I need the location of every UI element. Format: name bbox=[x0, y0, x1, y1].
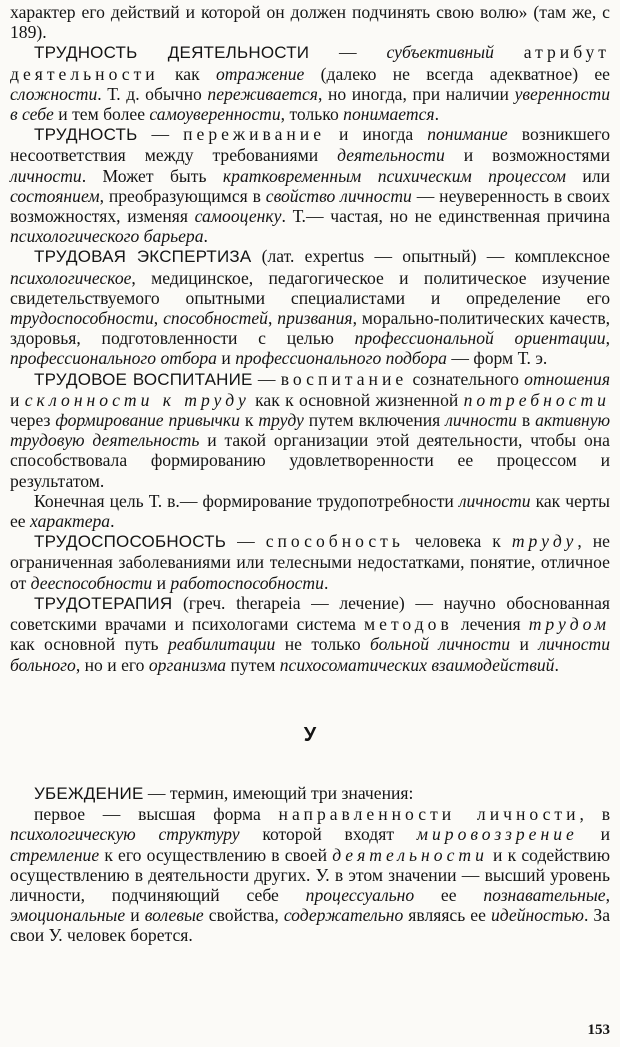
text-run: — bbox=[309, 42, 387, 63]
text-run: и возможностями bbox=[444, 145, 610, 166]
text-run: , морально-политических качеств, здоровья, подготовленности с целью bbox=[10, 308, 611, 349]
text-run: как bbox=[158, 63, 216, 84]
text-run: . bbox=[203, 226, 208, 247]
italic-term: труду bbox=[258, 410, 304, 431]
text-run: к его осуществлению в своей bbox=[99, 844, 333, 865]
spaced-term: склонности к труду bbox=[24, 389, 250, 410]
spaced-term: способность bbox=[265, 531, 404, 552]
headword: УБЕЖДЕНИЕ bbox=[34, 783, 144, 803]
entries-t-section bbox=[10, 2, 610, 675]
italic-term: субъективный bbox=[386, 42, 494, 63]
italic-term: призвания bbox=[277, 308, 353, 329]
text-run: к bbox=[239, 410, 259, 431]
headword: ТРУДОТЕРАПИЯ bbox=[34, 593, 173, 613]
text-run: , но и его bbox=[75, 654, 149, 675]
text-run: лечения bbox=[452, 614, 529, 635]
italic-term: процессуально bbox=[305, 884, 415, 905]
text-run: — bbox=[137, 124, 184, 145]
text-run: как основной путь bbox=[10, 634, 168, 655]
spaced-term: переживание bbox=[183, 124, 326, 145]
italic-term: самооценку bbox=[194, 206, 282, 227]
text-run: в bbox=[516, 410, 536, 431]
text-run: путем включения bbox=[303, 410, 446, 431]
text-run: и bbox=[510, 634, 539, 655]
text-run: и bbox=[152, 572, 171, 593]
spaced-term: методов bbox=[364, 614, 453, 635]
italic-term: идейностью bbox=[490, 905, 584, 926]
text-run: . bbox=[110, 511, 115, 532]
italic-term: стремление bbox=[10, 844, 100, 865]
italic-term: профессионального отбора bbox=[10, 348, 217, 369]
italic-term: психологическую структуру bbox=[10, 824, 240, 845]
text-run: и bbox=[577, 824, 610, 845]
dictionary-entry bbox=[10, 531, 610, 593]
page-number: 153 bbox=[587, 1022, 610, 1038]
italic-term: сложности bbox=[10, 83, 98, 104]
italic-term: волевые bbox=[144, 905, 204, 926]
italic-term: способностей bbox=[163, 308, 268, 329]
spaced-term: потребности bbox=[463, 389, 610, 410]
text-run: и к содействию осуществлению в деятельности других. У. в этом значении — высший уровень личности, подчиняющий себе bbox=[10, 844, 610, 905]
spaced-term: труду bbox=[511, 531, 578, 552]
dictionary-entry bbox=[10, 124, 610, 246]
italic-term: эмоциональные bbox=[10, 905, 126, 926]
dictionary-entry bbox=[10, 42, 610, 124]
italic-term: психологического барьера bbox=[10, 226, 204, 247]
dictionary-entry bbox=[10, 369, 610, 491]
italic-term: реабилитации bbox=[167, 634, 276, 655]
italic-term: деятельности bbox=[337, 145, 445, 166]
text-run: характер его действий и которой он должен подчинять свою волю» (там же, с 189). bbox=[10, 2, 610, 43]
text-run: , bbox=[153, 308, 164, 329]
dictionary-entry bbox=[10, 2, 610, 42]
text-run: не только bbox=[275, 634, 371, 655]
headword: ТРУДНОСТЬ bbox=[34, 125, 138, 145]
italic-term: содержательно bbox=[283, 905, 404, 926]
text-run: (далеко не всегда адекватное) ее bbox=[304, 63, 610, 84]
text-run: . Т. д. обычно bbox=[97, 83, 208, 104]
italic-term: кратковременным психическим процессом bbox=[222, 165, 566, 186]
headword: ТРУДОСПОСОБНОСТЬ bbox=[34, 532, 227, 552]
italic-term: понимается bbox=[343, 104, 435, 125]
text-run: свойства, bbox=[203, 905, 284, 926]
spaced-term: атрибут деятельности bbox=[10, 42, 610, 84]
text-run: как к основной жизненной bbox=[249, 389, 464, 410]
dictionary-entry bbox=[10, 783, 610, 804]
text-run: . bbox=[434, 104, 439, 125]
italic-term: работоспособности bbox=[170, 572, 324, 593]
text-run: через bbox=[10, 410, 56, 431]
dictionary-entry bbox=[10, 804, 610, 945]
text-run: , но иногда, при наличии bbox=[317, 83, 515, 104]
spaced-term: воспитание bbox=[280, 368, 408, 389]
italic-term: активную трудовую деятельность bbox=[10, 410, 610, 451]
text-run: и bbox=[125, 905, 145, 926]
text-run: . bbox=[554, 654, 559, 675]
headword: ТРУДНОСТЬ ДЕЯТЕЛЬНОСТИ bbox=[34, 43, 310, 63]
italic-term: профессиональной ориентации bbox=[354, 328, 606, 349]
text-run: , только bbox=[280, 104, 344, 125]
italic-term: профессионального подбора bbox=[235, 348, 447, 369]
text-run: являясь ее bbox=[403, 905, 491, 926]
spaced-term: мировоззрение bbox=[416, 824, 578, 845]
text-run: путем bbox=[226, 654, 280, 675]
italic-term: самоуверенности bbox=[149, 104, 281, 125]
italic-term: психосоматических взаимодействий bbox=[279, 654, 555, 675]
italic-term: больной личности bbox=[370, 634, 511, 655]
text-run: (лат. expertus — опытный) — комплексное bbox=[251, 246, 610, 267]
text-run: , bbox=[605, 884, 611, 905]
text-run: и тем более bbox=[53, 104, 150, 125]
entries-u-section bbox=[10, 783, 610, 946]
text-run: , bbox=[605, 328, 610, 349]
italic-term: отражение bbox=[215, 63, 305, 84]
headword: ТРУДОВАЯ ЭКСПЕРТИЗА bbox=[34, 247, 252, 267]
italic-term: познавательные bbox=[483, 884, 606, 905]
text-run: и bbox=[216, 348, 236, 369]
text-run: . Может быть bbox=[81, 165, 223, 186]
text-run: которой входят bbox=[239, 824, 417, 845]
spaced-term: трудом bbox=[528, 614, 610, 635]
italic-term: характера bbox=[30, 511, 111, 532]
text-run: Конечная цель Т. в.— формирование трудопотребности bbox=[34, 490, 459, 511]
text-run: как черты ее bbox=[10, 490, 610, 532]
text-run: . Т.— частая, но не единственная причина bbox=[281, 206, 611, 227]
text-run: , в bbox=[579, 804, 610, 825]
italic-term: личности bbox=[445, 410, 517, 431]
italic-term: формирование привычки bbox=[55, 410, 240, 431]
text-run: ее bbox=[414, 884, 484, 905]
text-run: и такой организации этой деятельности, чтобы она способствовала формированию удовлетворенности ее процессом и результатом. bbox=[10, 430, 610, 491]
italic-term: личности bbox=[10, 165, 82, 186]
text-run: человека к bbox=[403, 531, 512, 552]
text-run: , bbox=[267, 308, 278, 329]
text-run: и иногда bbox=[325, 124, 428, 145]
italic-term: личности больного bbox=[10, 634, 611, 675]
spaced-term: направленности личности bbox=[278, 804, 580, 825]
text-run bbox=[494, 42, 524, 62]
text-run: возникшего несоответствия между требованиями bbox=[10, 124, 610, 166]
text-run: сознательного bbox=[407, 368, 525, 389]
italic-term: дееспособности bbox=[30, 572, 153, 593]
text-run: — bbox=[252, 368, 281, 389]
text-run: (греч. therapeia — лечение) — научно обоснованная советскими врачами и психологами система bbox=[10, 592, 610, 635]
text-run: первое — высшая форма bbox=[34, 804, 279, 825]
headword: ТРУДОВОЕ ВОСПИТАНИЕ bbox=[34, 369, 253, 389]
text-run: , преобразующимся в bbox=[99, 185, 266, 206]
italic-term: отношения bbox=[524, 368, 610, 389]
text-run: . За свои У. человек борется. bbox=[10, 905, 611, 946]
text-run: и bbox=[10, 389, 25, 410]
text-run: — неуверенность в своих возможностях, изменяя bbox=[10, 185, 611, 227]
text-run: , медицинское, педагогическое и политическое изучение свидетельствуемого опытными специалистами и определение его bbox=[10, 267, 610, 308]
text-run: — термин, имеющий три значения: bbox=[143, 782, 414, 803]
text-run: . bbox=[323, 572, 329, 593]
italic-term: понимание bbox=[427, 124, 508, 145]
text-run: или bbox=[565, 165, 610, 186]
italic-term: состоянием bbox=[10, 185, 100, 206]
italic-term: трудоспособности bbox=[10, 308, 154, 329]
text-run: — bbox=[226, 531, 266, 552]
italic-term: личности bbox=[458, 490, 531, 511]
dictionary-entry bbox=[10, 491, 610, 531]
italic-term: свойство личности bbox=[265, 185, 412, 206]
italic-term: психологическое bbox=[10, 267, 132, 288]
italic-term: переживается bbox=[207, 83, 318, 104]
dictionary-entry bbox=[10, 593, 610, 675]
text-run: , не ограниченная заболеваниями или телесными недостатками, понятие, отличное от bbox=[10, 531, 610, 593]
text-run: — форм Т. э. bbox=[446, 348, 548, 369]
italic-term: организма bbox=[148, 654, 227, 675]
italic-term: уверенности в себе bbox=[10, 83, 610, 125]
spaced-term: деятельности bbox=[332, 844, 488, 865]
section-letter-heading: У bbox=[303, 723, 317, 746]
dictionary-entry bbox=[10, 246, 610, 368]
